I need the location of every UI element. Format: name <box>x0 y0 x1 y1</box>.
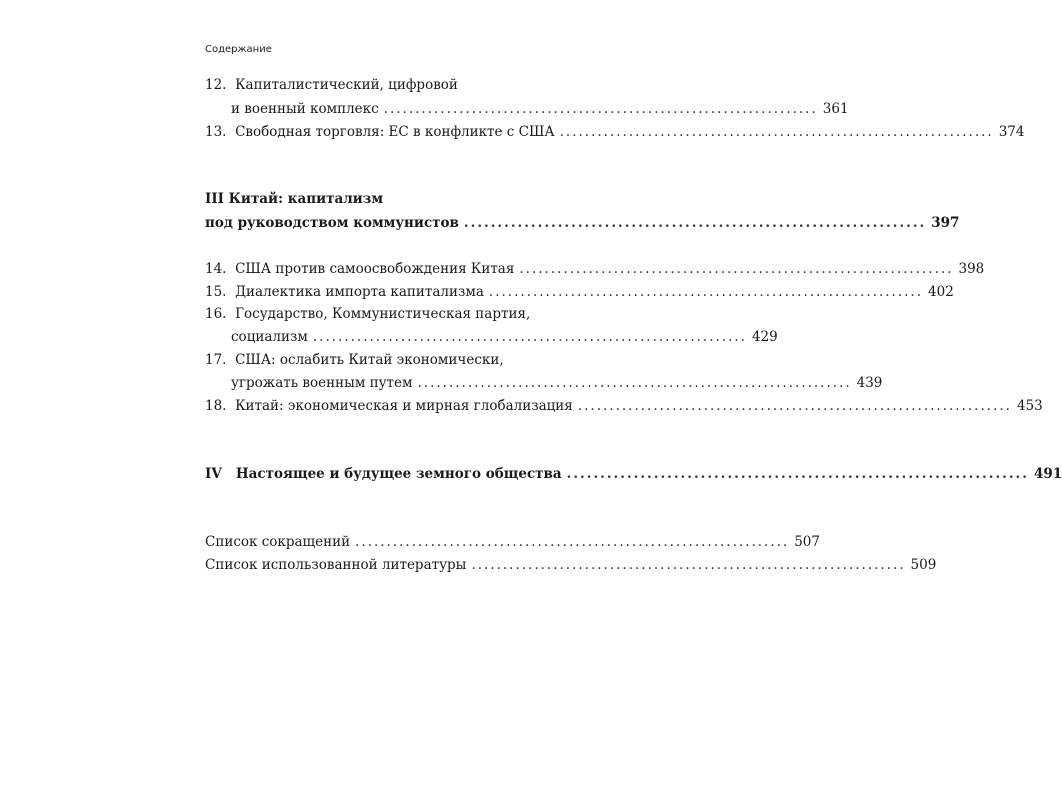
entry-title: Список сокращений <box>205 534 351 550</box>
part-numeral: IV <box>205 466 222 482</box>
toc-entry-17-line1[interactable] <box>205 349 630 371</box>
page-number: 397 <box>931 215 960 231</box>
page-number: 491 <box>1033 466 1062 482</box>
page-number: 398 <box>958 261 985 277</box>
page-number: 507 <box>794 534 820 550</box>
leader-dots: ..................................................................... <box>471 557 906 573</box>
leader-dots: ..................................................................... <box>463 215 927 231</box>
toc-entry-abbreviations[interactable] <box>205 531 820 553</box>
chapter-number: 15. <box>205 284 227 300</box>
chapter-title-cont: социализм <box>231 329 308 345</box>
part-title-cont: под руководством коммунистов <box>205 215 459 231</box>
leader-dots: ..................................................................... <box>383 101 818 117</box>
leader-dots: ..................................................................... <box>417 375 852 391</box>
part-4-heading[interactable] <box>205 463 1062 485</box>
toc-entry-16-line2[interactable] <box>231 326 778 348</box>
part-3-heading-line1[interactable]: III Китай: капитализм <box>205 191 384 207</box>
page-number: 453 <box>1016 398 1043 414</box>
toc-entry-literature[interactable] <box>205 554 937 576</box>
part-3-heading-line2[interactable] <box>205 212 960 234</box>
toc-entry-15[interactable] <box>205 281 954 303</box>
leader-dots: ..................................................................... <box>566 466 1029 482</box>
chapter-number: 14. <box>205 261 227 277</box>
chapter-number: 17. <box>205 352 227 368</box>
chapter-number: 18. <box>205 398 227 414</box>
running-head: Содержание <box>205 44 272 55</box>
toc-entry-18[interactable] <box>205 395 1043 417</box>
page-number: 374 <box>998 124 1025 140</box>
chapter-title: Диалектика импорта капитализма <box>235 284 484 300</box>
toc-entry-17-line2[interactable] <box>231 372 883 394</box>
leader-dots: ..................................................................... <box>312 329 747 345</box>
page-number: 402 <box>928 284 954 300</box>
leader-dots: ..................................................................... <box>577 398 1012 414</box>
chapter-title-cont: и военный комплекс <box>231 101 379 117</box>
chapter-title: Свободная торговля: ЕС в конфликте с США <box>235 124 555 140</box>
toc-entry-16-line1[interactable] <box>205 303 630 325</box>
part-title: Настоящее и будущее земного общества <box>235 466 562 482</box>
chapter-number: 16. <box>205 306 227 322</box>
leader-dots: ..................................................................... <box>355 534 790 550</box>
leader-dots: ..................................................................... <box>559 124 994 140</box>
leader-dots: ..................................................................... <box>488 284 924 300</box>
chapter-title: Государство, Коммунистическая партия, <box>235 306 531 322</box>
toc-entry-13[interactable] <box>205 121 1025 143</box>
leader-dots: ..................................................................... <box>519 261 954 277</box>
entry-title: Список использованной литературы <box>205 557 467 573</box>
toc-entry-12-line1[interactable] <box>205 74 630 96</box>
toc-entry-12-line2[interactable] <box>231 98 849 120</box>
chapter-title: США: ослабить Китай экономически, <box>235 352 504 368</box>
chapter-title: Капиталистический, цифровой <box>235 77 458 93</box>
chapter-title: США против самоосвобождения Китая <box>235 261 515 277</box>
page-number: 429 <box>751 329 778 345</box>
page-number: 509 <box>910 557 937 573</box>
page-number: 361 <box>822 101 849 117</box>
toc-entry-14[interactable] <box>205 258 985 280</box>
chapter-number: 12. <box>205 77 227 93</box>
chapter-number: 13. <box>205 124 227 140</box>
chapter-title: Китай: экономическая и мирная глобализация <box>235 398 573 414</box>
chapter-title-cont: угрожать военным путем <box>231 375 413 391</box>
page-number: 439 <box>856 375 883 391</box>
